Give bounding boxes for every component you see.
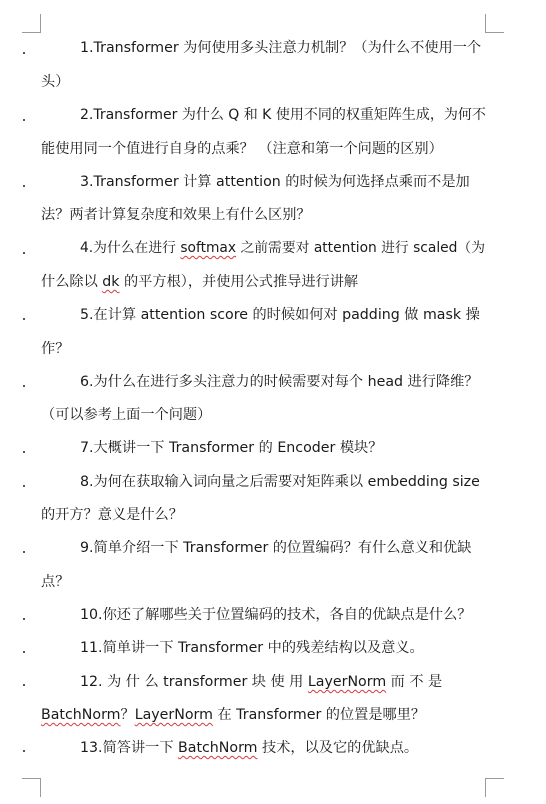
text-segment: 13.简答讲一下 <box>80 740 179 756</box>
question-2-line-2: 能使用同一个值进行自身的点乘？ （注意和第一个问题的区别） <box>41 141 443 157</box>
question-12-line-2 <box>41 705 425 725</box>
question-13-line-1 <box>80 738 418 758</box>
paragraph-mark <box>23 618 25 620</box>
spellcheck-term: LayerNorm <box>307 674 387 690</box>
paragraph-mark <box>23 185 25 187</box>
question-5-line-2: 作？ <box>41 341 70 357</box>
question-5-line-1: 5.在计算 attention score 的时候如何对 padding 做 mask 操 <box>80 307 480 323</box>
spellcheck-term: BatchNorm <box>41 707 121 723</box>
spellcheck-term: softmax <box>180 240 237 256</box>
question-11-line-1: 11.简单讲一下 Transformer 中的残差结构以及意义。 <box>80 640 424 656</box>
crop-mark-top-right <box>485 14 504 33</box>
question-7-line-1: 7.大概讲一下 Transformer 的 Encoder 模块？ <box>80 440 383 456</box>
text-segment: 什么除以 <box>41 274 103 290</box>
crop-mark-bottom-left <box>22 778 41 797</box>
text-segment: 12. 为 什 么 transformer 块 使 用 <box>80 674 308 690</box>
text-segment: 的平方根），并使用公式推导进行讲解 <box>119 274 359 290</box>
question-3-line-2: 法？两者计算复杂度和效果上有什么区别？ <box>41 207 311 223</box>
paragraph-mark <box>23 485 25 487</box>
spellcheck-term: dk <box>102 274 120 290</box>
paragraph-mark <box>23 651 25 653</box>
question-4-line-2 <box>41 272 358 292</box>
text-segment: 在 Transformer 的位置是哪里？ <box>212 707 426 723</box>
question-6-line-2: （可以参考上面一个问题） <box>41 407 212 423</box>
paragraph-mark <box>23 451 25 453</box>
question-9-line-2: 点？ <box>41 574 70 590</box>
text-segment: 技术，以及它的优缺点。 <box>257 740 419 756</box>
question-4-line-1 <box>80 238 485 258</box>
question-8-line-2: 的开方？意义是什么？ <box>41 507 183 523</box>
text-segment: 4.为什么在进行 <box>80 240 181 256</box>
paragraph-mark <box>23 385 25 387</box>
text-segment: 之前需要对 attention 进行 scaled（为 <box>236 240 486 256</box>
crop-mark-top-left <box>22 14 41 33</box>
paragraph-mark <box>23 551 25 553</box>
question-12-line-1 <box>80 672 442 692</box>
paragraph-mark <box>23 318 25 320</box>
spellcheck-term: BatchNorm <box>178 740 258 756</box>
question-2-line-1: 2.Transformer 为什么 Q 和 K 使用不同的权重矩阵生成，为何不 <box>80 107 486 123</box>
question-1-line-1: 1.Transformer 为何使用多头注意力机制？（为什么不使用一个 <box>80 40 482 56</box>
question-9-line-1: 9.简单介绍一下 Transformer 的位置编码？有什么意义和优缺 <box>80 540 472 556</box>
crop-mark-bottom-right <box>485 778 504 797</box>
text-segment: ？ <box>120 707 135 723</box>
question-3-line-1: 3.Transformer 计算 attention 的时候为何选择点乘而不是加 <box>80 174 470 190</box>
spellcheck-term: LayerNorm <box>134 707 213 723</box>
paragraph-mark <box>23 119 25 121</box>
paragraph-mark <box>23 684 25 686</box>
paragraph-mark <box>23 750 25 752</box>
question-6-line-1: 6.为什么在进行多头注意力的时候需要对每个 head 进行降维？ <box>80 374 479 390</box>
text-segment: 而 不 是 <box>386 674 443 690</box>
paragraph-mark <box>23 52 25 54</box>
question-8-line-1: 8.为何在获取输入词向量之后需要对矩阵乘以 embedding size <box>80 474 480 490</box>
question-10-line-1: 10.你还了解哪些关于位置编码的技术，各自的优缺点是什么？ <box>80 607 472 623</box>
question-1-line-2: 头） <box>41 74 70 90</box>
paragraph-mark <box>23 252 25 254</box>
